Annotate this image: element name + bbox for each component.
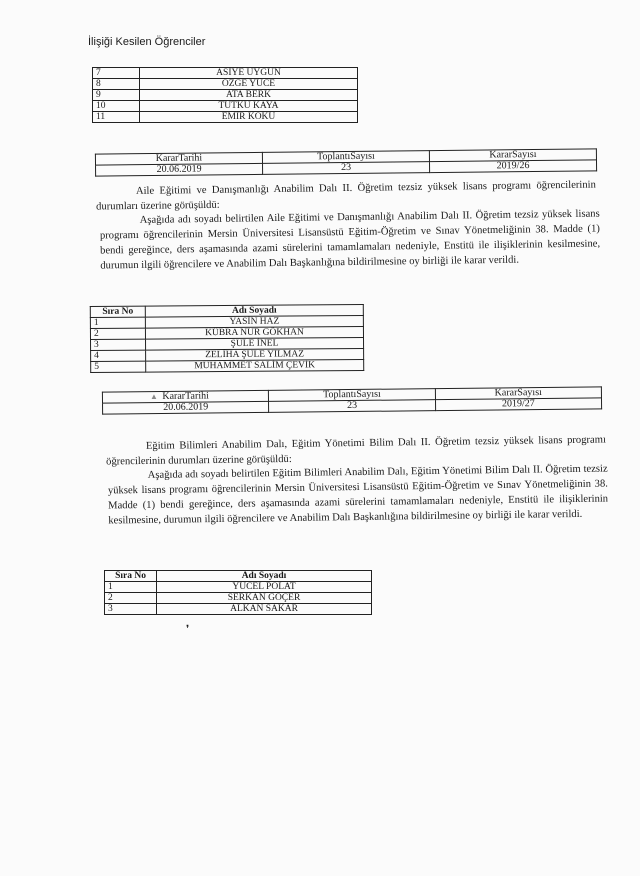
table-row — [93, 90, 358, 101]
column-header-number: Sıra No — [90, 306, 145, 317]
decision-number-header: KararSayısı — [435, 387, 601, 400]
row-number: 5 — [91, 361, 146, 372]
scan-mark: ❜ — [186, 624, 190, 635]
student-name: YASİN HAZ — [145, 316, 363, 329]
row-number: 2 — [105, 593, 157, 604]
table-row — [91, 360, 364, 373]
section2-intro-text: Eğitim Bilimleri Anabilim Dalı, Eğitim Yönetimi Bilim Dalı II. Öğretim tezsiz yüksek lisans programı öğrencilerinin durumları üzerine görüşüldü: — [106, 434, 606, 468]
table-row — [105, 582, 372, 593]
section1-intro-text: Aile Eğitimi ve Danışmanlığı Anabilim Dalı II. Öğretim tezsiz yüksek lisans programı öğrencilerinin durumları üzerine görüşüldü: — [96, 179, 596, 213]
section1-body-text: Aşağıda adı soyadı belirtilen Aile Eğitimi ve Danışmanlığı Anabilim Dalı II. Öğretim tezsiz yüksek lisans programı öğrencilerinin Mersin Üniversitesi Lisansüstü Eğitim-Öğretim ve Sınav Yönetmeliğinin 38. Madde (1) bendi gereğince, ders aşamasında azami sürelerini tamamlamaları nedeniyle, Enstitü ile ilişiklerinin kesilmesine, durumun ilgili öğrencilere ve Anabilim Dalı Başkanlığına bildirilmesine oy birliği ile karar verildi. — [99, 208, 601, 272]
row-number: 9 — [93, 90, 140, 101]
meeting-number: 23 — [269, 400, 435, 413]
column-header-number: Sıra No — [105, 571, 157, 582]
decision-date-header: KararTarihi — [102, 390, 268, 403]
decision-number-header: KararSayısı — [429, 149, 596, 162]
student-table-2 — [90, 304, 364, 373]
decision-date: 20.06.2019 — [96, 163, 263, 176]
decision-date-header: KararTarihi — [95, 152, 262, 165]
scan-mark: ▲ — [150, 392, 158, 401]
row-number: 1 — [90, 317, 145, 328]
row-number: 4 — [91, 350, 146, 361]
meeting-number: 23 — [263, 162, 430, 175]
decision-number: 2019/27 — [435, 398, 601, 411]
row-number: 10 — [93, 101, 140, 112]
section1-body — [100, 207, 601, 274]
student-table-continued — [92, 67, 358, 123]
column-header-name: Adı Soyadı — [145, 305, 363, 318]
decision-info-table-2 — [102, 386, 602, 414]
student-name: ATA BERK — [140, 90, 358, 101]
table-row — [105, 593, 372, 604]
row-number: 7 — [93, 68, 140, 79]
table-row — [93, 112, 358, 123]
section2-body — [108, 462, 609, 529]
section2-body-text: Aşağıda adı soyadı belirtilen Eğitim Bilimleri Anabilim Dalı, Eğitim Yönetimi Bilim Dalı II. Öğretim tezsiz yüksek lisans programı öğrencilerinin Mersin Üniversitesi Lisansüstü Eğitim-Öğretim ve Sınav Yönetmeliğinin 38. Madde (1) bendi gereğince, ders aşamasında azami sürelerini tamamlamaları nedeniyle, Enstitü ile ilişiklerinin kesilmesine, durumun ilgili öğrencilere ve Anabilim Dalı Başkanlığına bildirilmesine oy birliği ile karar verildi. — [107, 463, 609, 527]
student-name: KÜBRA NUR GÖKHAN — [145, 327, 363, 340]
row-number: 11 — [93, 112, 140, 123]
meeting-number-header: ToplantıSayısı — [262, 151, 429, 164]
student-name: ÖZGE YÜCE — [140, 79, 358, 90]
student-name: ASİYE UYGUN — [140, 68, 358, 79]
decision-date: 20.06.2019 — [103, 401, 269, 414]
student-name: MUHAMMET SALİM ÇEVİK — [146, 360, 364, 373]
row-number: 3 — [105, 604, 157, 615]
table-row — [93, 101, 358, 112]
student-name: TUTKU KAYA — [140, 101, 358, 112]
student-name: SERKAN GÖÇER — [157, 593, 372, 604]
meeting-number-header: ToplantıSayısı — [269, 389, 435, 402]
student-name: YÜCEL POLAT — [157, 582, 372, 593]
decision-number: 2019/26 — [429, 160, 596, 173]
table-row — [93, 79, 358, 90]
row-number: 2 — [90, 328, 145, 339]
row-number: 8 — [93, 79, 140, 90]
page-title: İlişiği Kesilen Öğrenciler — [88, 36, 206, 48]
student-name: ZELİHA ŞULE YILMAZ — [146, 349, 364, 362]
row-number: 3 — [91, 339, 146, 350]
row-number: 1 — [105, 582, 157, 593]
student-name: ŞULE İNEL — [146, 338, 364, 351]
student-name: EMİR KOKU — [140, 112, 358, 123]
table-row — [105, 604, 372, 615]
student-name: ALKAN SAKAR — [157, 604, 372, 615]
column-header-name: Adı Soyadı — [157, 571, 372, 582]
student-table-3 — [104, 570, 372, 615]
table-row — [93, 68, 358, 79]
decision-info-table-1 — [95, 148, 597, 176]
